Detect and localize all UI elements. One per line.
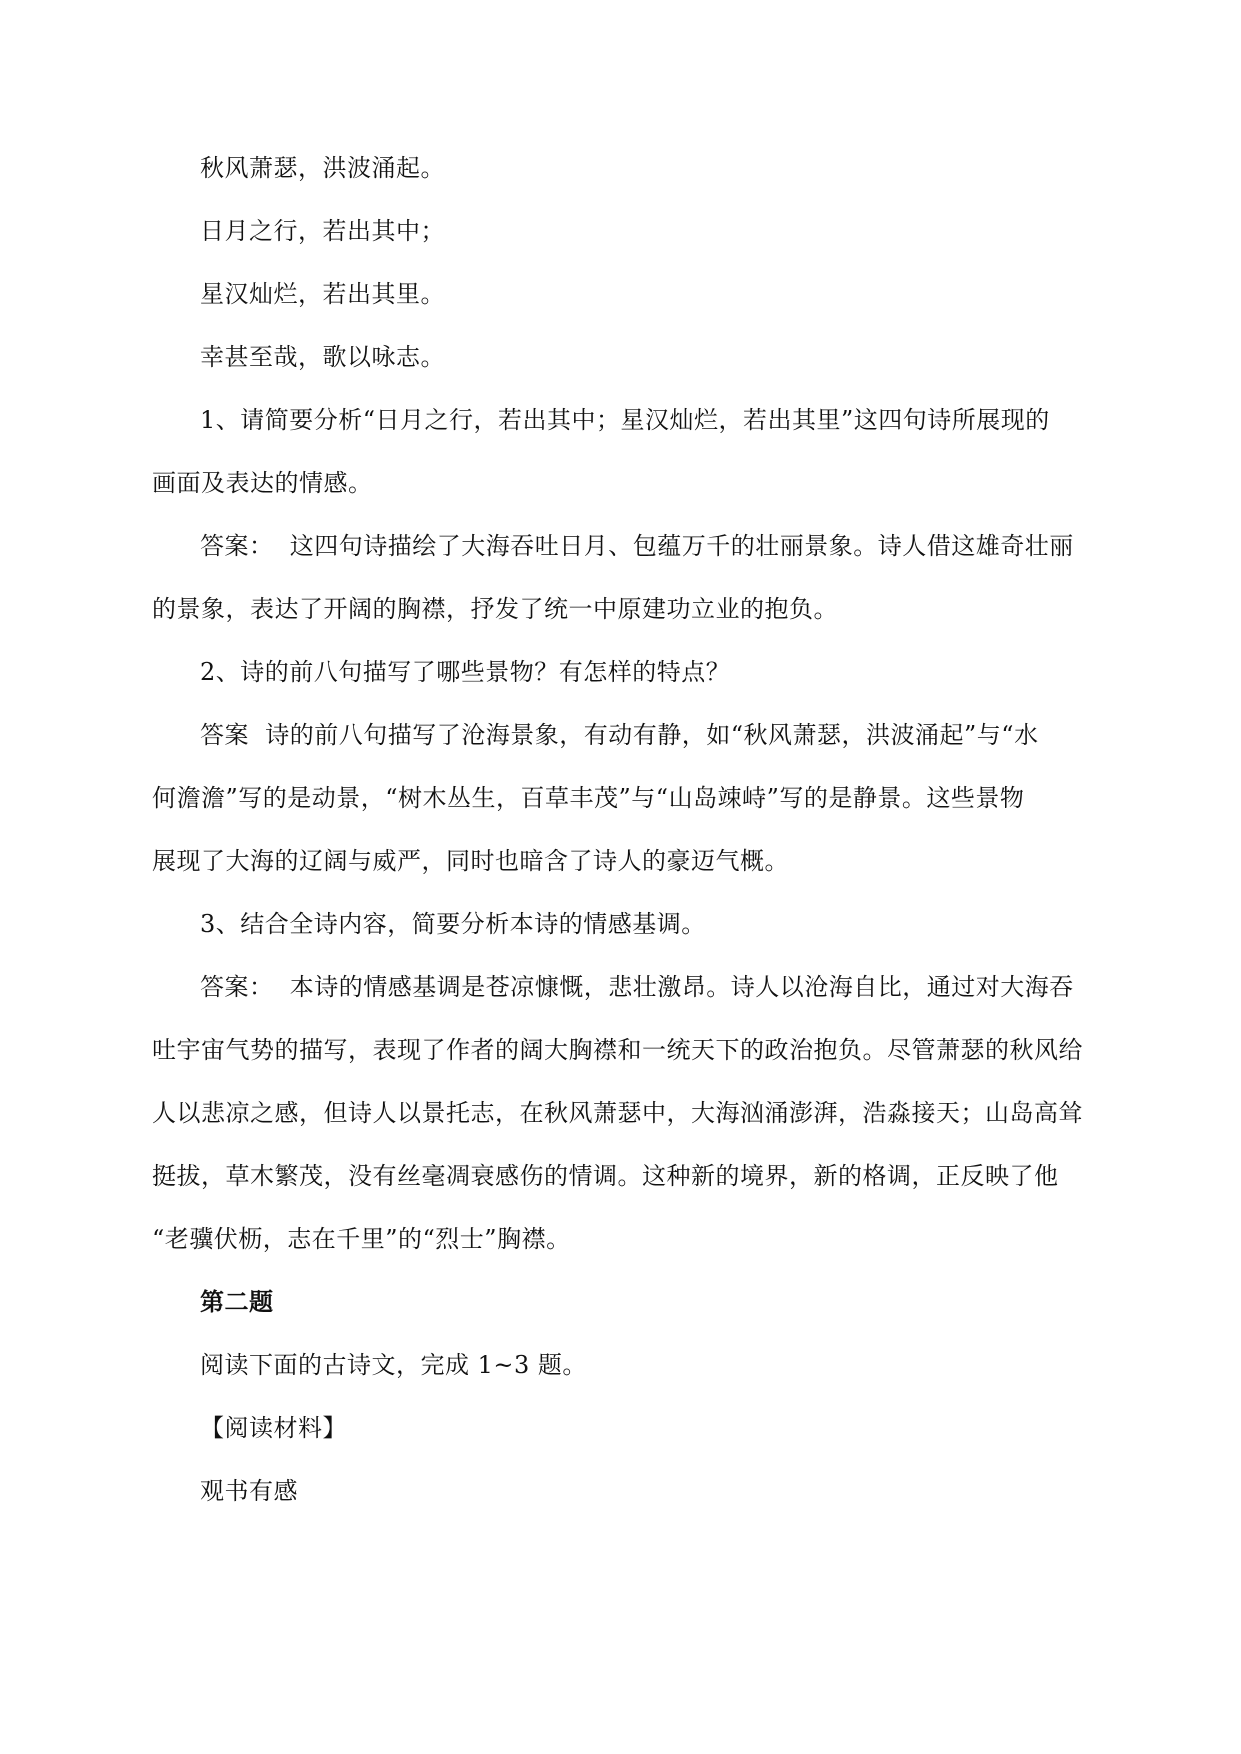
answer-1-line-2: 的景象，表达了开阔的胸襟，抒发了统一中原建功立业的抱负。 — [152, 595, 838, 623]
section-heading: 第二题 — [200, 1287, 274, 1316]
answer-3-line-2: 吐宇宙气势的描写，表现了作者的阔大胸襟和一统天下的政治抱负。尽管萧瑟的秋风给 — [152, 1036, 1083, 1064]
poem-line: 幸甚至哉，歌以咏志。 — [200, 343, 445, 371]
answer-2-line-2: 何澹澹”写的是动景，“树木丛生，百草丰茂”与“山岛竦峙”写的是静景。这些景物 — [152, 784, 1025, 812]
answer-3-line-1: 答案： 本诗的情感基调是苍凉慷慨，悲壮激昂。诗人以沧海自比，通过对大海吞 — [200, 973, 1074, 1001]
answer-1-line-1: 答案： 这四句诗描绘了大海吞吐日月、包蕴万千的壮丽景象。诗人借这雄奇壮丽 — [200, 532, 1074, 560]
answer-2-line-3: 展现了大海的辽阔与威严，同时也暗含了诗人的豪迈气概。 — [152, 847, 789, 875]
answer-3-line-3: 人以悲凉之感，但诗人以景托志，在秋风萧瑟中，大海汹涌澎湃，浩淼接天；山岛高耸 — [152, 1099, 1083, 1127]
answer-3-line-4: 挺拔，草木繁茂，没有丝毫凋衰感伤的情调。这种新的境界，新的格调，正反映了他 — [152, 1162, 1059, 1190]
poem-line: 秋风萧瑟，洪波涌起。 — [200, 154, 445, 182]
material-label: 【阅读材料】 — [200, 1414, 347, 1442]
answer-3-line-5: “老骥伏枥，志在千里”的“烈士”胸襟。 — [152, 1225, 571, 1253]
section-instruction: 阅读下面的古诗文，完成 1~3 题。 — [200, 1351, 587, 1379]
poem-line: 星汉灿烂，若出其里。 — [200, 280, 445, 308]
question-3-line-1: 3、结合全诗内容，简要分析本诗的情感基调。 — [200, 910, 706, 938]
question-2-line-1: 2、诗的前八句描写了哪些景物？有怎样的特点？ — [200, 658, 731, 686]
question-1-line-2: 画面及表达的情感。 — [152, 469, 373, 497]
answer-2-line-1: 答案 诗的前八句描写了沧海景象，有动有静，如“秋风萧瑟，洪波涌起”与“水 — [200, 721, 1039, 749]
poem-title: 观书有感 — [200, 1477, 298, 1505]
poem-line: 日月之行，若出其中； — [200, 217, 445, 245]
question-1-line-1: 1、请简要分析“日月之行，若出其中；星汉灿烂，若出其里”这四句诗所展现的 — [200, 406, 1050, 434]
